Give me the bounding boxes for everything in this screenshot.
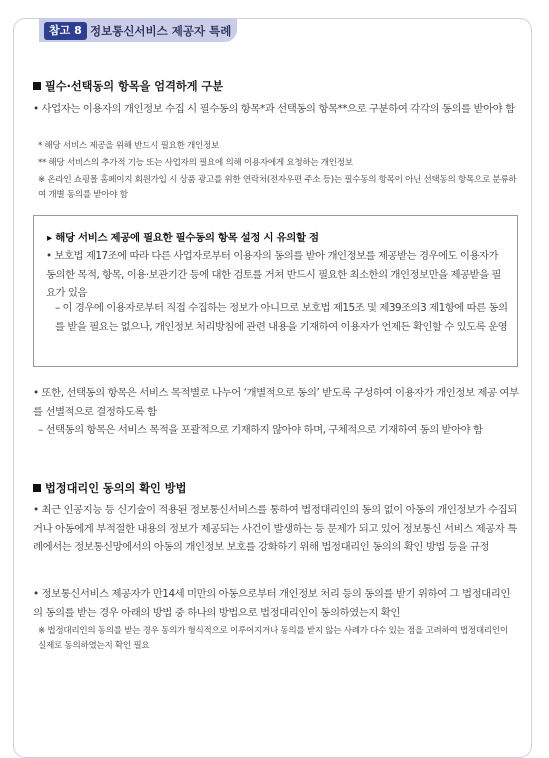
square-bullet-icon <box>33 484 41 492</box>
paragraph-under-14: • 정보통신서비스 제공자가 만14세 미만의 아동으로부터 개인정보 처리 등의 동의를 받기 위하여 그 법정대리인의 동의를 받는 경우 아래의 방법 중 하나의 방법으로 법정대리인이 동의하였는지 확인 <box>33 588 510 619</box>
section-heading-text: 법정대리인 동의의 확인 방법 <box>45 482 187 495</box>
caution-box-title: ▸ 해당 서비스 제공에 필요한 필수동의 항목 설정 시 유의할 점 <box>47 232 319 244</box>
paragraph-ai-children: • 최근 인공지능 등 신기술이 적용된 정보통신서비스를 통하여 법정대리인의 동의 없이 아동의 개인정보가 수집되거나 아동에게 부적절한 내용의 정보가 제공되는 사건이 발생하는 등 문제가 되고 있어 정보통신 서비스 제공자 특례에서는 정보통신망에서의 아동의 개인정보 보호를 강화하기 위해 법정대리인 동의의 확인 방법 등을 규정 <box>33 504 517 553</box>
footnote-optional: ** 해당 서비스의 추가적 기능 또는 사업자의 필요에 의해 이용자에게 요청하는 개인정보 <box>38 158 353 168</box>
section-heading-guardian-consent <box>33 481 186 496</box>
subpoint-optional-specific: – 선택동의 항목은 서비스 목적을 포괄적으로 기재하지 않아야 하며, 구체적으로 기재하여 동의 받아야 함 <box>38 424 483 436</box>
caution-box-subpoint: – 이 경우에 이용자로부터 직접 수집하는 정보가 아니므로 보호법 제15조 및 제39조의3 제1항에 따른 동의를 받을 필요는 없으나, 개인정보 처리방침에 관련 내용을 기재하여 이용자가 언제든 확인할 수 있도록 운영 <box>55 302 508 333</box>
section-heading-text: 필수·선택동의 항목을 엄격하게 구분 <box>45 80 224 93</box>
page-title: 정보통신서비스 제공자 특례 <box>90 24 232 38</box>
caution-box-paragraph: • 보호법 제17조에 따라 다른 사업자로부터 이용자의 동의를 받아 개인정보를 제공받는 경우에도 이용자가 동의한 목적, 항목, 이용·보관기간 등에 대한 검토를 거쳐 반드시 필요한 최소한의 개인정보만을 제공받을 필요가 있음 <box>46 250 501 299</box>
square-bullet-icon <box>33 82 41 90</box>
paragraph-optional-individual: • 또한, 선택동의 항목은 서비스 목적별로 나누어 ‘개별적으로 동의’ 받도록 구성하여 이용자가 개인정보 제공 여부를 선별적으로 결정하도록 함 <box>33 387 519 418</box>
footnote-required: * 해당 서비스 제공을 위해 반드시 필요한 개인정보 <box>38 141 220 151</box>
note-guardian-verification: ※ 법정대리인의 동의를 받는 경우 동의가 형식적으로 이루어지거나 동의를 받지 않는 사례가 다수 있는 점을 고려하여 법정대리인이 실제로 동의하였는지 확인 필요 <box>38 626 508 651</box>
paragraph-consent-items: • 사업자는 이용자의 개인정보 수집 시 필수동의 항목*과 선택동의 항목**으로 구분하여 각각의 동의를 받아야 함 <box>33 103 515 115</box>
section-heading-required-optional <box>33 79 223 94</box>
reference-badge: 참고 8 <box>44 22 87 40</box>
note-shopping-mall: ※ 온라인 쇼핑몰 홈페이지 회원가입 시 상품 광고를 위한 연락처(전자우편 주소 등)는 필수동의 항목이 아닌 선택동의 항목으로 분류하여 개별 동의를 받아야 함 <box>38 175 517 200</box>
